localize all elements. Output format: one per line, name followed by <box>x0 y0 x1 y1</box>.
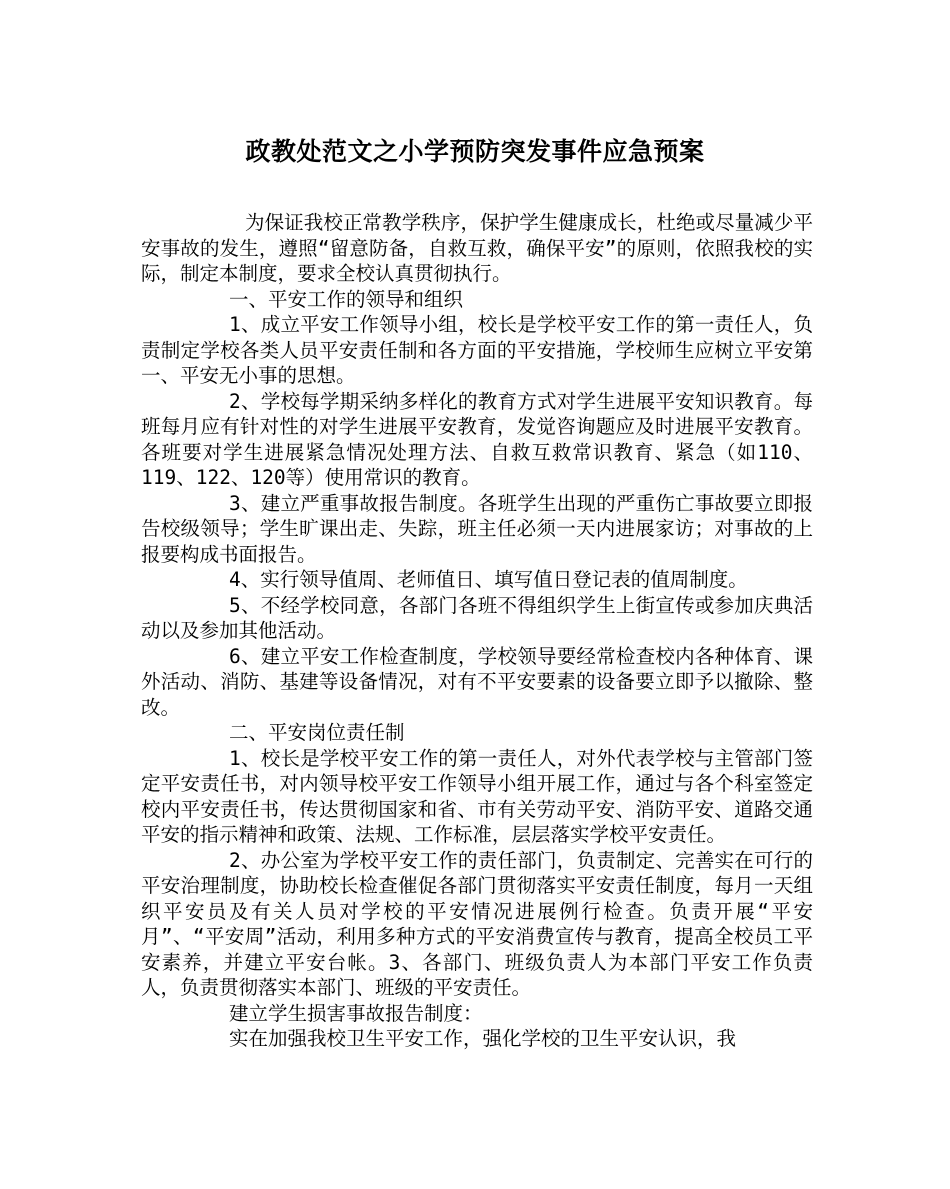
section-heading-2: 二、平安岗位责任制 <box>229 721 405 744</box>
paragraph-1-1: 1、成立平安工作领导小组，校长是学校平安工作的第一责任人，负责制定学校各类人员平安责任制和各方面的平安措施，学校师生应树立平安第一、平安无小事的思想。 <box>141 313 813 387</box>
paragraph-intro: 为保证我校正常教学秩序，保护学生健康成长，杜绝或尽量减少平安事故的发生，遵照“留意防备，自救互救，确保平安”的原则，依照我校的实际，制定本制度，要求全校认真贯彻执行。 <box>141 211 813 285</box>
paragraph-1-6: 6、建立平安工作检查制度，学校领导要经常检查校内各种体育、课外活动、消防、基建等设备情况，对有不平安要素的设备要立即予以撤除、整改。 <box>141 644 813 719</box>
paragraph-2-2: 2、办公室为学校平安工作的责任部门，负责制定、完善实在可行的平安治理制度，协助校长检查催促各部门贯彻落实平安责任制度，每月一天组织平安员及有关人员对学校的平安情况进展例行检查。负责开展“平安月”、“平安周”活动，利用多种方式的平安消费宣传与教育，提高全校员工平安素养，并建立平安台帐。3、各部门、班级负责人为本部门平安工作负责人，负责贯彻落实本部门、班级的平安责任。 <box>141 848 813 999</box>
section-heading-1: 一、平安工作的领导和组织 <box>229 287 464 311</box>
paragraph-2-1: 1、校长是学校平安工作的第一责任人，对外代表学校与主管部门签定平安责任书，对内领导校平安工作领导小组开展工作，通过与各个科室签定校内平安责任书，传达贯彻国家和省、市有关劳动平安、消防平安、道路交通平安的指示精神和政策、法规、工作标准，层层落实学校平安责任。 <box>141 746 813 846</box>
paragraph-1-5: 5、不经学校同意，各部门各班不得组织学生上街宣传或参加庆典活动以及参加其他活动。 <box>141 593 813 642</box>
paragraph-1-2: 2、学校每学期采纳多样化的教育方式对学生进展平安知识教育。每班每月应有针对性的对学生进展平安教育，发觉咨询题应及时进展平安教育。各班要对学生进展紧急情况处理方法、自救互救常识教育、紧急（如110、119、122、120等）使用常识的教育。 <box>141 389 813 489</box>
document-body <box>141 210 813 1052</box>
paragraph-1-3: 3、建立严重事故报告制度。各班学生出现的严重伤亡事故要立即报告校级领导；学生旷课出走、失踪，班主任必须一天内进展家访；对事故的上报要构成书面报告。 <box>141 491 813 566</box>
document-title: 政教处范文之小学预防突发事件应急预案 <box>245 137 705 166</box>
paragraph-subheading: 建立学生损害事故报告制度： <box>229 1001 483 1025</box>
paragraph-1-4: 4、实行领导值周、老师值日、填写值日登记表的值周制度。 <box>229 568 748 591</box>
paragraph-last: 实在加强我校卫生平安工作，强化学校的卫生平安认识，我 <box>229 1027 737 1050</box>
